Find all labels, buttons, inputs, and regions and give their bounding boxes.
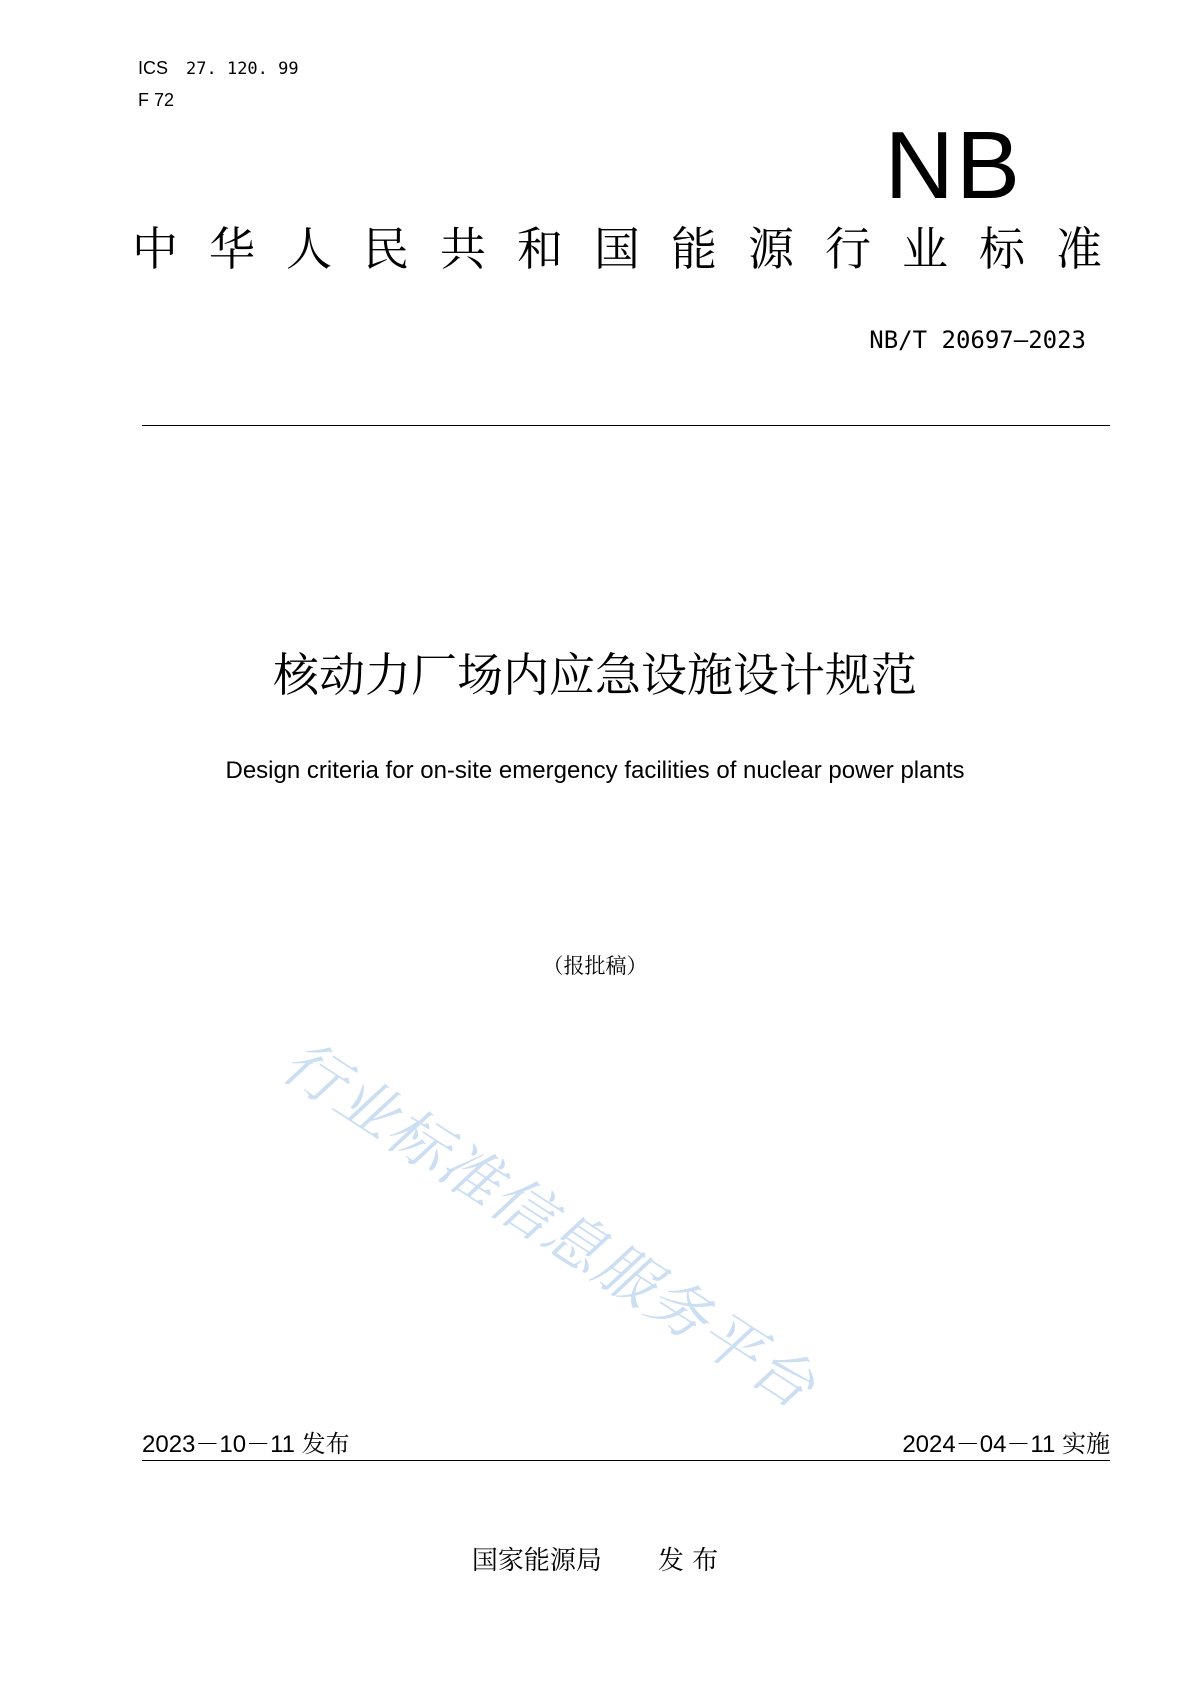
date-divider <box>142 1460 1110 1461</box>
ics-label: ICS <box>138 58 169 78</box>
issue-action: 发 布 <box>657 1546 719 1576</box>
ics-value: 27. 120. 99 <box>186 59 299 79</box>
watermark: 行业标准信息服务平台 <box>269 1026 828 1424</box>
publisher-line <box>0 1540 1190 1577</box>
issuing-authority: 国家能源局 <box>471 1546 602 1576</box>
document-title-english: Design criteria for on-site emergency facilities of nuclear power plants <box>225 757 965 784</box>
ics-code <box>138 58 299 79</box>
standard-number: NB/T 20697—2023 <box>869 326 1086 354</box>
standard-kind-heading: 中华人民共和国能源行业标准 <box>132 222 1133 276</box>
issue-date: 2023－10－11 发布 <box>142 1431 350 1458</box>
document-title-chinese: 核动力厂场内应急设施设计规范 <box>273 648 917 702</box>
classification-code: F 72 <box>138 90 175 110</box>
draft-status: （报批稿） <box>542 954 648 978</box>
nb-logo: NB <box>884 112 1022 219</box>
implementation-date: 2024－04－11 实施 <box>902 1431 1110 1458</box>
header-divider <box>142 425 1110 426</box>
